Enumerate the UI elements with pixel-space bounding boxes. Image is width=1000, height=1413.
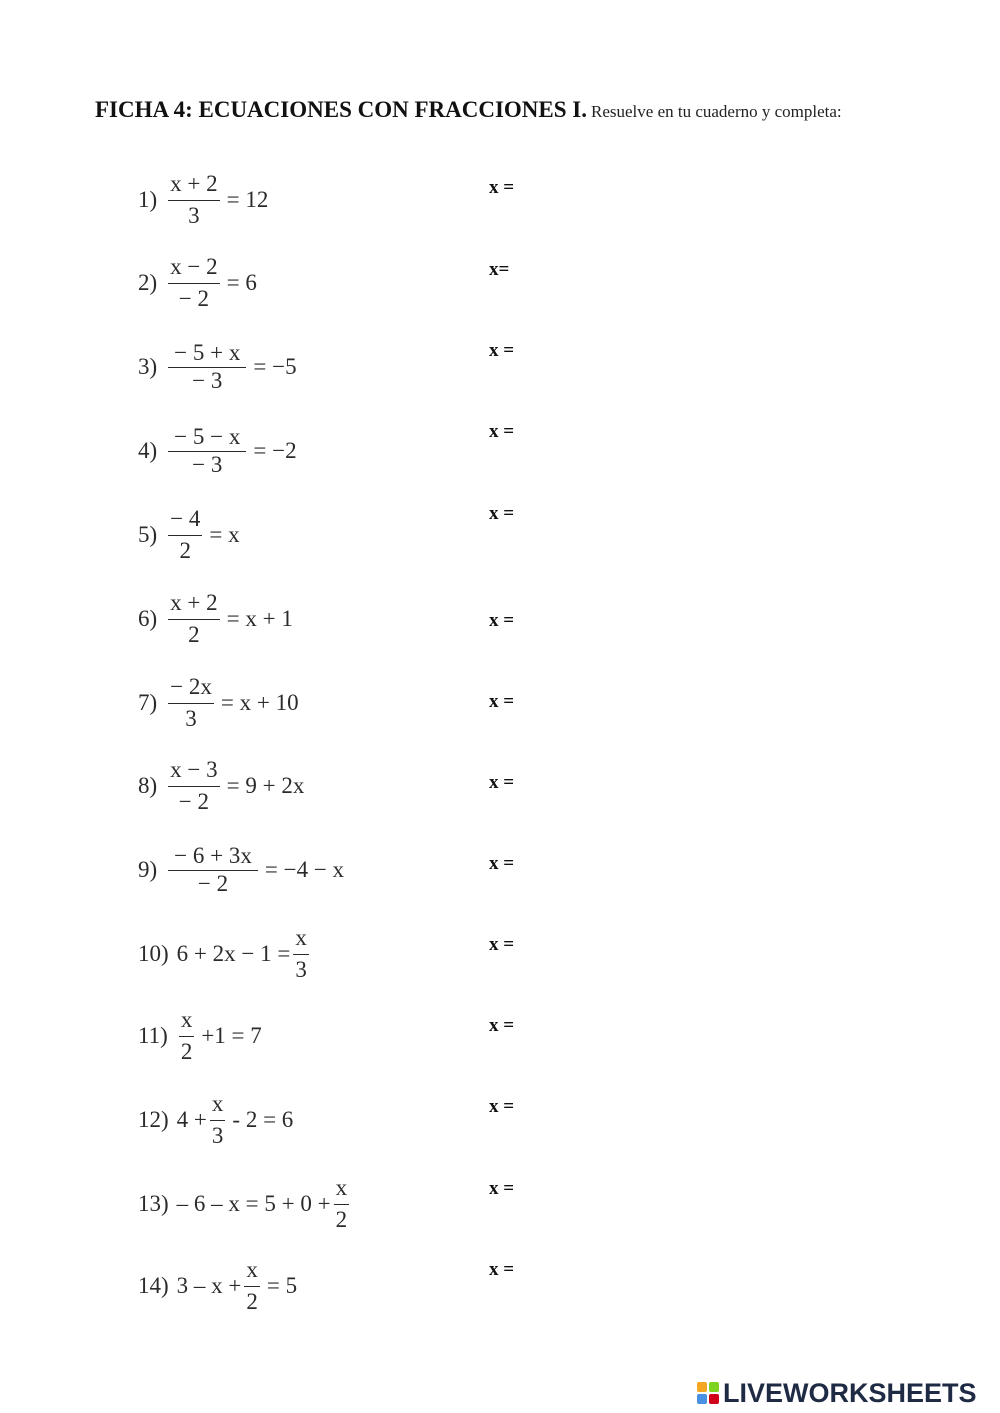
- answer-label-14: x =: [489, 1259, 515, 1280]
- numerator: x: [210, 1091, 226, 1120]
- equation-10: [138, 924, 312, 984]
- equation-number: 5): [138, 522, 158, 547]
- numerator: x − 3: [168, 757, 219, 786]
- answer-label-13: x =: [489, 1178, 515, 1199]
- equation-number: 8): [138, 773, 158, 798]
- equation-6: [138, 589, 293, 649]
- denominator: − 2: [197, 870, 229, 896]
- numerator: − 4: [168, 506, 202, 535]
- fraction: [334, 1175, 350, 1233]
- denominator: 2: [335, 1206, 348, 1232]
- answer-label-2: x=: [489, 259, 510, 280]
- right-side: = −2: [253, 438, 297, 463]
- equation-number: 4): [138, 438, 158, 463]
- fraction: [179, 1007, 195, 1065]
- liveworksheets-logo: [697, 1378, 977, 1408]
- right-side: = −5: [253, 354, 297, 379]
- denominator: 2: [246, 1288, 258, 1314]
- answer-label-1: x =: [489, 177, 515, 198]
- equation-14: [138, 1256, 297, 1316]
- numerator: x + 2: [168, 590, 219, 619]
- answer-label-12: x =: [489, 1096, 515, 1117]
- fraction: [293, 925, 309, 983]
- answer-label-6: x =: [489, 610, 515, 631]
- worksheet-title: FICHA 4: ECUACIONES CON FRACCIONES I.: [95, 97, 587, 122]
- equation-5: [138, 505, 240, 565]
- numerator: x: [293, 925, 309, 954]
- right-side: = x + 1: [226, 606, 293, 631]
- fraction: [210, 1091, 226, 1149]
- equation-3: [138, 337, 297, 397]
- equation-11: [138, 1006, 262, 1066]
- fraction: [244, 1257, 260, 1315]
- equation-number: 1): [138, 187, 158, 212]
- right-side: - 2 = 6: [232, 1107, 294, 1132]
- denominator: − 2: [178, 788, 210, 814]
- right-side: = 9 + 2x: [226, 773, 305, 798]
- answer-label-4: x =: [489, 421, 515, 442]
- numerator: x − 2: [168, 254, 219, 283]
- left-side: – 6 – x = 5 + 0 +: [176, 1191, 331, 1216]
- right-side: = 6: [226, 270, 257, 295]
- worksheet-instructions: Resuelve en tu cuaderno y completa:: [591, 102, 842, 121]
- answer-label-10: x =: [489, 934, 515, 955]
- denominator: − 3: [192, 451, 223, 477]
- equation-number: 13): [138, 1191, 169, 1216]
- equation-number: 6): [138, 606, 158, 631]
- answer-label-11: x =: [489, 1015, 515, 1036]
- equation-number: 10): [138, 941, 169, 966]
- equation-8: [138, 756, 304, 816]
- fraction: [168, 757, 219, 815]
- numerator: x + 2: [168, 171, 219, 200]
- fraction: [168, 424, 246, 478]
- numerator: x: [334, 1175, 350, 1204]
- equation-number: 11): [138, 1023, 168, 1048]
- answer-label-7: x =: [489, 691, 515, 712]
- answer-label-5: x =: [489, 503, 515, 524]
- denominator: 3: [295, 956, 307, 982]
- right-side: = x + 10: [220, 690, 299, 715]
- equation-12: [138, 1090, 293, 1150]
- equation-13: [138, 1174, 352, 1234]
- answer-label-8: x =: [489, 772, 515, 793]
- denominator: 3: [211, 1122, 224, 1148]
- fraction: [168, 506, 202, 564]
- left-side: 4 +: [176, 1107, 207, 1132]
- numerator: x: [179, 1007, 195, 1036]
- fraction: [168, 254, 219, 312]
- logo-mark-icon: [697, 1382, 719, 1404]
- right-side: = x: [209, 522, 240, 547]
- denominator: 3: [185, 705, 197, 731]
- fraction: [168, 171, 219, 229]
- denominator: 2: [188, 621, 200, 647]
- answer-label-3: x =: [489, 340, 515, 361]
- answer-label-9: x =: [489, 853, 515, 874]
- numerator: − 5 − x: [168, 424, 246, 451]
- denominator: 2: [179, 537, 192, 563]
- equation-number: 14): [138, 1273, 169, 1298]
- fraction: [168, 590, 219, 648]
- equation-1: [138, 170, 268, 230]
- left-side: 3 – x +: [176, 1273, 242, 1298]
- denominator: 2: [180, 1038, 193, 1064]
- denominator: 3: [188, 202, 200, 228]
- denominator: − 2: [178, 285, 210, 311]
- fraction: [168, 674, 214, 732]
- equation-4: [138, 421, 297, 481]
- right-side: = 5: [266, 1273, 298, 1298]
- logo-text: LIVEWORKSHEETS: [723, 1377, 977, 1408]
- equation-2: [138, 253, 257, 313]
- numerator: − 5 + x: [168, 340, 246, 367]
- numerator: − 6 + 3x: [168, 843, 258, 870]
- equation-number: 2): [138, 270, 158, 295]
- equation-7: [138, 673, 299, 733]
- equation-9: [138, 840, 344, 900]
- fraction: [168, 843, 258, 897]
- right-side: = 12: [226, 187, 269, 212]
- left-side: 6 + 2x − 1 =: [176, 941, 291, 966]
- right-side: +1 = 7: [201, 1023, 262, 1048]
- fraction: [168, 340, 246, 394]
- right-side: = −4 − x: [264, 857, 345, 882]
- denominator: − 3: [192, 367, 223, 393]
- equation-number: 9): [138, 857, 158, 882]
- equation-number: 3): [138, 354, 158, 379]
- worksheet-header: [95, 96, 875, 123]
- numerator: x: [244, 1257, 260, 1286]
- equation-number: 7): [138, 690, 158, 715]
- equation-number: 12): [138, 1107, 169, 1132]
- numerator: − 2x: [168, 674, 214, 703]
